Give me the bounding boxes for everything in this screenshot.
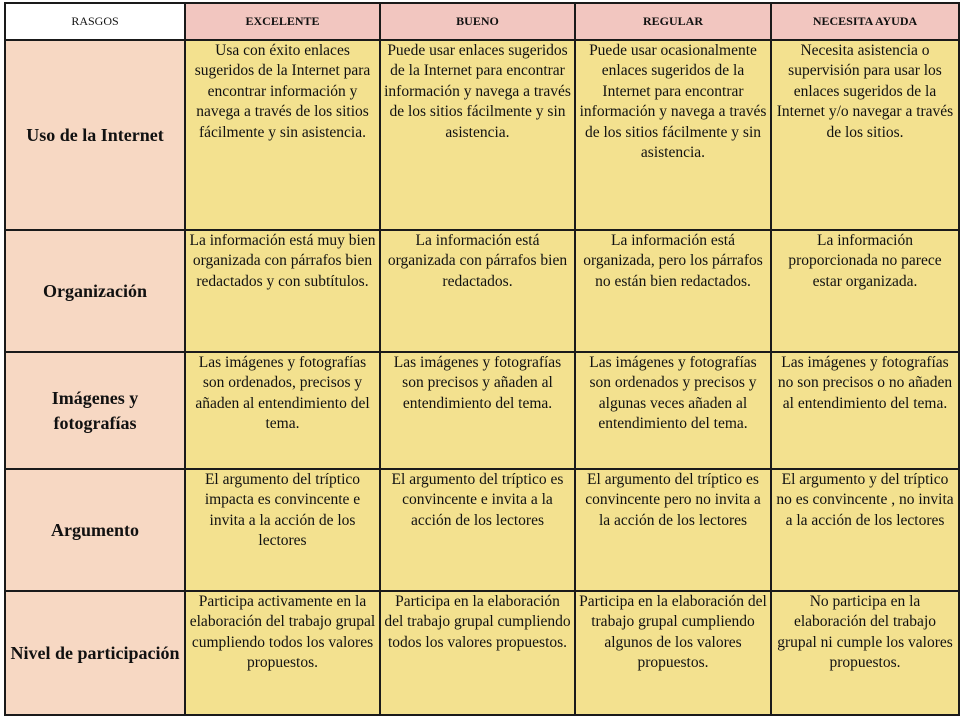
- header-fair: REGULAR: [575, 3, 771, 40]
- cell-needs-help: No participa en la elaboración del trabajo grupal ni cumple los valores propuestos.: [771, 591, 959, 715]
- rubric-table: [4, 2, 960, 716]
- cell-excellent: El argumento del tríptico impacta es convincente e invita a la acción de los lectores: [185, 469, 380, 591]
- cell-good: La información está organizada con párrafos bien redactados.: [380, 230, 575, 352]
- cell-excellent: Participa activamente en la elaboración del trabajo grupal cumpliendo todos los valores propuestos.: [185, 591, 380, 715]
- header-needs-help: NECESITA AYUDA: [771, 3, 959, 40]
- trait-argument: Argumento: [5, 469, 185, 591]
- trait-images-photos: Imágenes y fotografías: [5, 352, 185, 469]
- table-row: [5, 469, 959, 591]
- header-row: [5, 3, 959, 40]
- header-excellent: EXCELENTE: [185, 3, 380, 40]
- header-good: BUENO: [380, 3, 575, 40]
- table-row: [5, 591, 959, 715]
- trait-participation: Nivel de participación: [5, 591, 185, 715]
- cell-excellent: Usa con éxito enlaces sugeridos de la Internet para encontrar información y navega a través de los sitios fácilmente y sin asistencia.: [185, 40, 380, 230]
- cell-good: Las imágenes y fotografías son precisos y añaden al entendimiento del tema.: [380, 352, 575, 469]
- cell-fair: La información está organizada, pero los párrafos no están bien redactados.: [575, 230, 771, 352]
- table-row: [5, 230, 959, 352]
- header-traits: RASGOS: [5, 3, 185, 40]
- cell-excellent: La información está muy bien organizada con párrafos bien redactados y con subtítulos.: [185, 230, 380, 352]
- cell-fair: Participa en la elaboración del trabajo grupal cumpliendo algunos de los valores propuestos.: [575, 591, 771, 715]
- cell-good: El argumento del tríptico es convincente e invita a la acción de los lectores: [380, 469, 575, 591]
- cell-excellent: Las imágenes y fotografías son ordenados, precisos y añaden al entendimiento del tema.: [185, 352, 380, 469]
- cell-fair: El argumento del tríptico es convincente pero no invita a la acción de los lectores: [575, 469, 771, 591]
- cell-needs-help: Necesita asistencia o supervisión para usar los enlaces sugeridos de la Internet y/o navegar a través de los sitios.: [771, 40, 959, 230]
- cell-needs-help: La información proporcionada no parece estar organizada.: [771, 230, 959, 352]
- table-row: [5, 352, 959, 469]
- cell-needs-help: El argumento y del tríptico no es convincente , no invita a la acción de los lectores: [771, 469, 959, 591]
- cell-good: Puede usar enlaces sugeridos de la Internet para encontrar información y navega a través de los sitios fácilmente y sin asistencia.: [380, 40, 575, 230]
- cell-fair: Puede usar ocasionalmente enlaces sugeridos de la Internet para encontrar información y navega a través de los sitios fácilmente y sin asistencia.: [575, 40, 771, 230]
- cell-fair: Las imágenes y fotografías son ordenados y precisos y algunas veces añaden al entendimiento del tema.: [575, 352, 771, 469]
- table-row: [5, 40, 959, 230]
- cell-needs-help: Las imágenes y fotografías no son precisos o no añaden al entendimiento del tema.: [771, 352, 959, 469]
- trait-organization: Organización: [5, 230, 185, 352]
- trait-internet-use: Uso de la Internet: [5, 40, 185, 230]
- cell-good: Participa en la elaboración del trabajo grupal cumpliendo todos los valores propuestos.: [380, 591, 575, 715]
